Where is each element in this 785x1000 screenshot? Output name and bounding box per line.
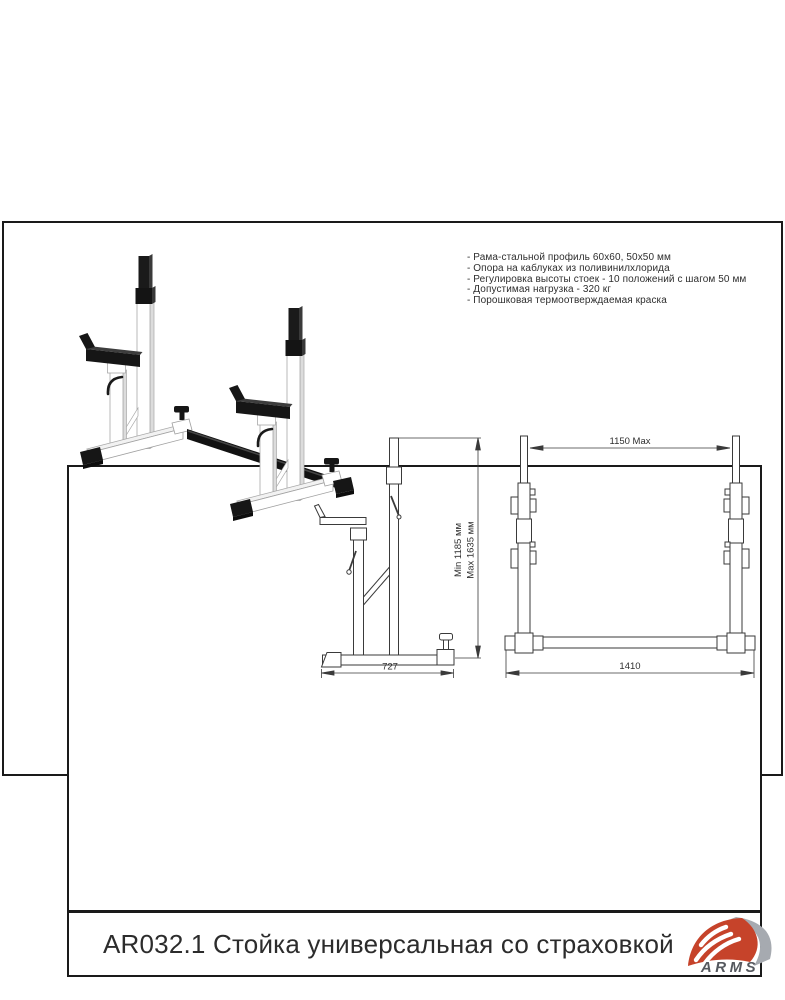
height-min-dimension: Min 1185 мм [453, 522, 464, 578]
front-view-drawing [500, 430, 762, 685]
base-width-dimension: 1410 [619, 661, 641, 672]
brand-logo [674, 914, 785, 974]
spec-item: - Рама-стальной профиль 60х60, 50х50 мм [467, 252, 671, 263]
arms-logo-icon [674, 914, 785, 974]
spec-list [467, 253, 757, 307]
spec-item: - Регулировка высоты стоек - 10 положений с шагом 50 мм [467, 273, 747, 285]
spec-item: - Опора на каблуках из поливинилхлорида [467, 262, 670, 274]
logo-wordmark: ARMS [700, 959, 759, 976]
front-view-geometry [505, 436, 755, 653]
left-stand [79, 254, 192, 469]
base-depth-dimension: 727 [382, 661, 398, 673]
inner-width-dimension: 1150 Max [609, 436, 651, 447]
height-max-dimension: Max 1635 мм [465, 521, 477, 579]
side-view-geometry [315, 438, 455, 667]
spec-item: - Допустимая нагрузка - 320 кг [467, 284, 611, 296]
title-block [69, 910, 760, 975]
page-title: AR032.1 Стойка универсальная со страховкой [103, 928, 674, 959]
side-view-drawing [310, 430, 495, 683]
spec-item: - Порошковая термоотверждаемая краска [467, 295, 667, 307]
